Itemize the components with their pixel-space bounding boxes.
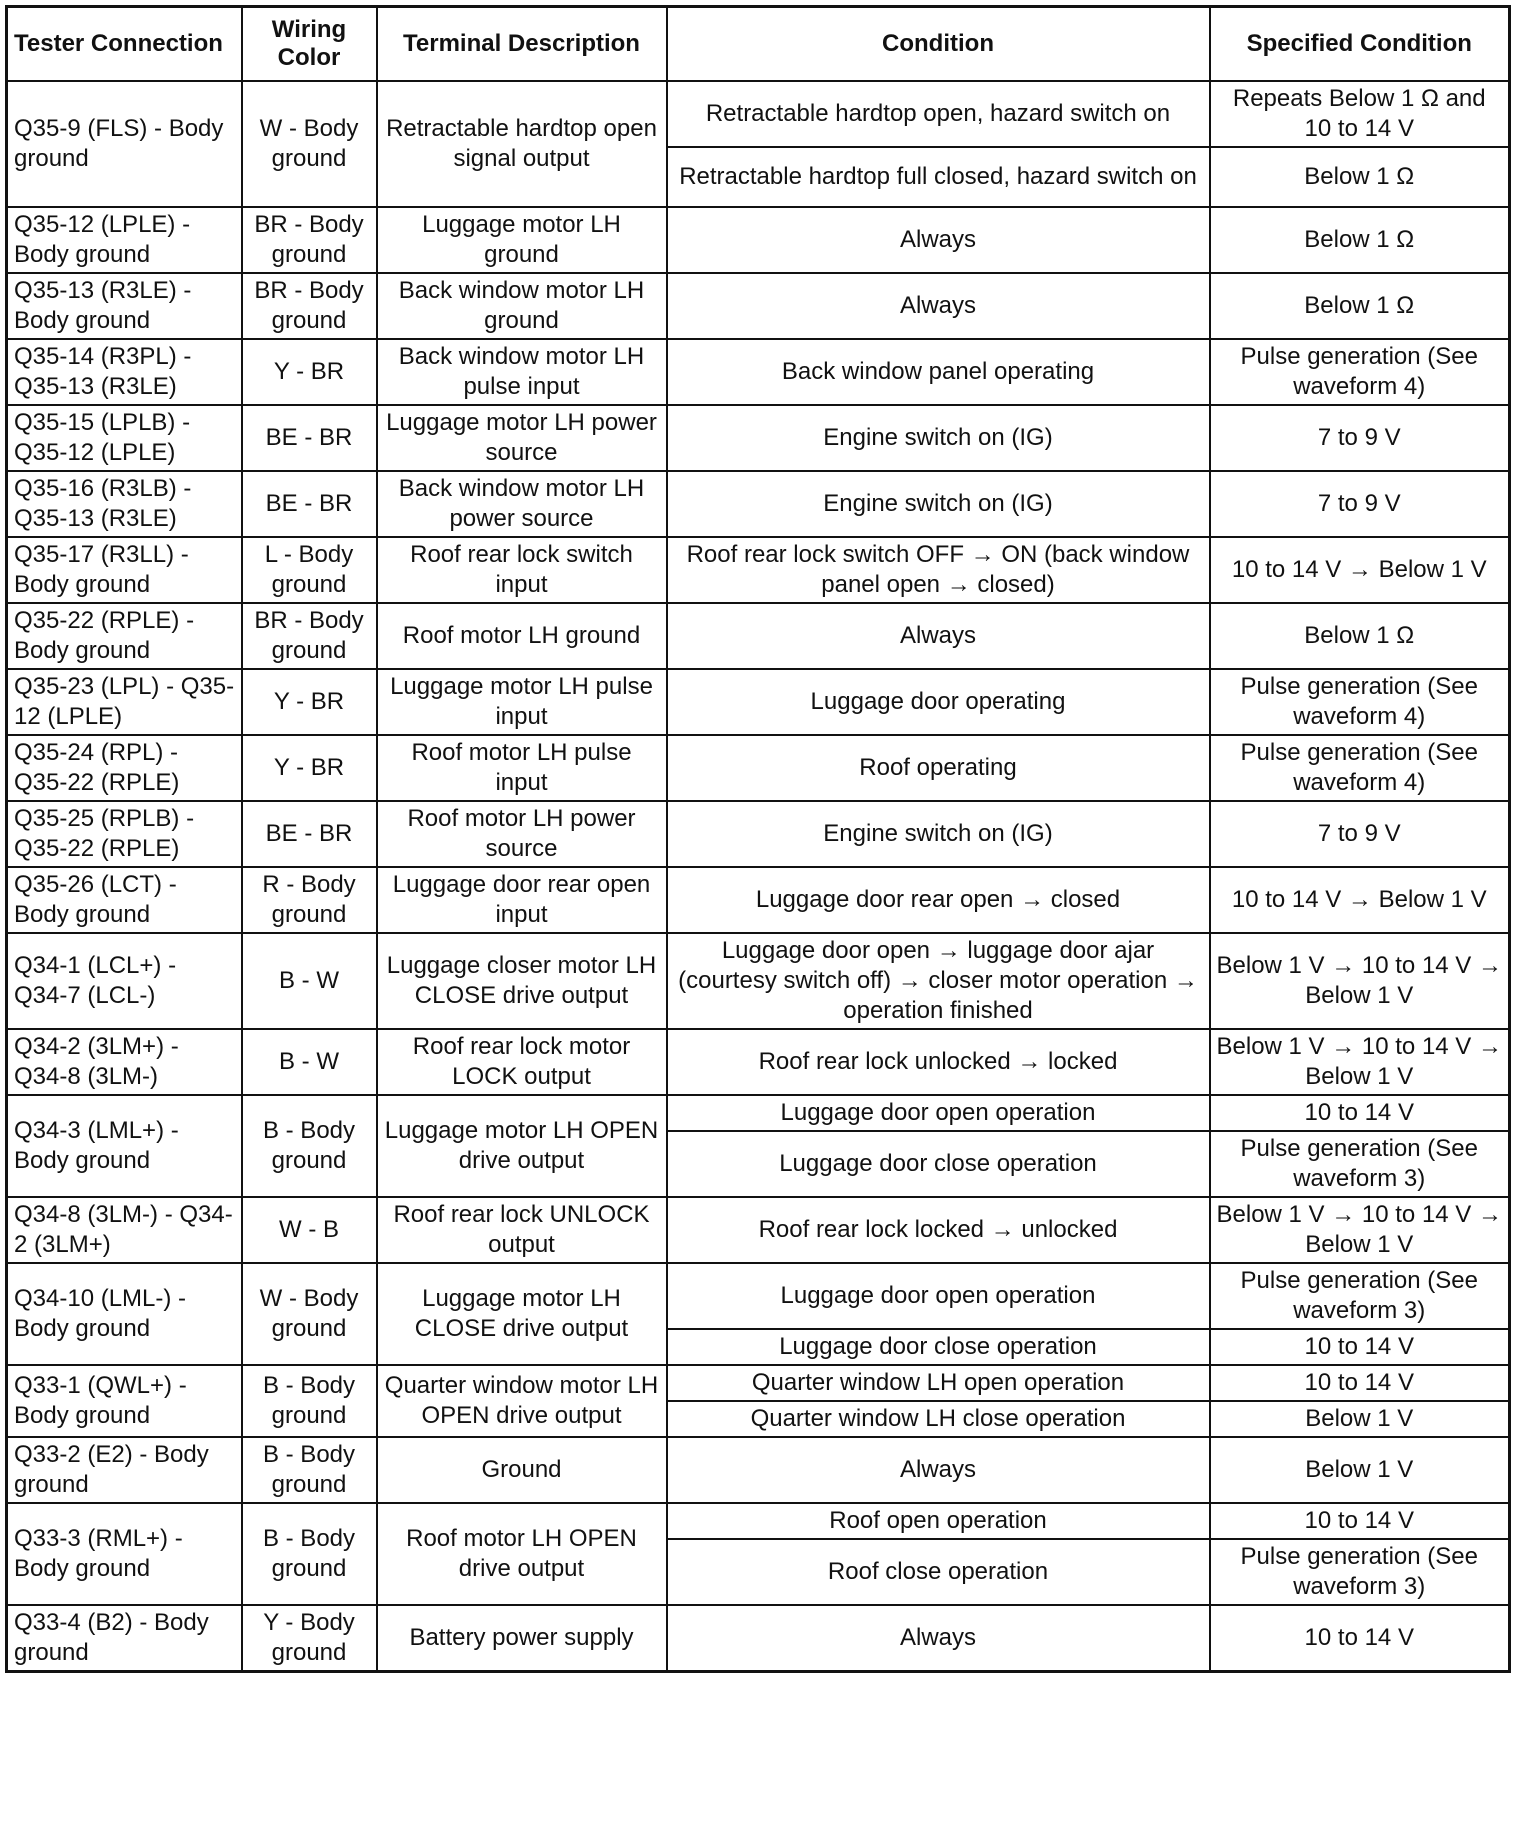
terminal-description-cell: Back window motor LH ground <box>377 273 667 339</box>
tester-connection-cell: Q35-26 (LCT) - Body ground <box>7 867 242 933</box>
wiring-color-cell: B - W <box>242 933 377 1029</box>
condition-cell: Roof rear lock switch OFF → ON (back window panel open → closed) <box>667 537 1210 603</box>
condition-cell: Roof rear lock locked → unlocked <box>667 1197 1210 1263</box>
spec-table-container <box>5 5 1508 1673</box>
tester-connection-cell: Q34-1 (LCL+) - Q34-7 (LCL-) <box>7 933 242 1029</box>
wiring-color-cell: Y - Body ground <box>242 1605 377 1672</box>
table-row <box>7 801 1510 867</box>
specified-condition-cell: 10 to 14 V <box>1210 1503 1510 1539</box>
wiring-color-cell: BR - Body ground <box>242 273 377 339</box>
condition-cell: Luggage door open operation <box>667 1095 1210 1131</box>
condition-cell: Always <box>667 207 1210 273</box>
condition-cell: Quarter window LH close operation <box>667 1401 1210 1437</box>
table-row <box>7 867 1510 933</box>
tester-connection-cell: Q34-10 (LML-) - Body ground <box>7 1263 242 1365</box>
condition-cell: Roof close operation <box>667 1539 1210 1605</box>
table-row <box>7 1263 1510 1329</box>
condition-cell: Roof operating <box>667 735 1210 801</box>
condition-cell: Luggage door rear open → closed <box>667 867 1210 933</box>
table-row <box>7 1197 1510 1263</box>
table-row <box>7 81 1510 147</box>
header-specified-condition: Specified Condition <box>1210 7 1510 82</box>
terminal-description-cell: Luggage closer motor LH CLOSE drive output <box>377 933 667 1029</box>
terminal-description-cell: Luggage motor LH OPEN drive output <box>377 1095 667 1197</box>
condition-cell: Retractable hardtop full closed, hazard switch on <box>667 147 1210 207</box>
specified-condition-cell: 10 to 14 V → Below 1 V <box>1210 867 1510 933</box>
tester-connection-cell: Q35-25 (RPLB) - Q35-22 (RPLE) <box>7 801 242 867</box>
wiring-color-cell: BR - Body ground <box>242 603 377 669</box>
tester-connection-table <box>5 5 1511 1673</box>
tester-connection-cell: Q33-2 (E2) - Body ground <box>7 1437 242 1503</box>
tester-connection-cell: Q33-3 (RML+) - Body ground <box>7 1503 242 1605</box>
table-row <box>7 471 1510 537</box>
tester-connection-cell: Q35-16 (R3LB) - Q35-13 (R3LE) <box>7 471 242 537</box>
table-row <box>7 1029 1510 1095</box>
table-row <box>7 1365 1510 1401</box>
table-body <box>7 81 1510 1672</box>
wiring-color-cell: B - Body ground <box>242 1365 377 1437</box>
condition-cell: Back window panel operating <box>667 339 1210 405</box>
terminal-description-cell: Retractable hardtop open signal output <box>377 81 667 207</box>
wiring-color-cell: Y - BR <box>242 339 377 405</box>
terminal-description-cell: Luggage motor LH CLOSE drive output <box>377 1263 667 1365</box>
terminal-description-cell: Roof rear lock switch input <box>377 537 667 603</box>
condition-cell: Engine switch on (IG) <box>667 801 1210 867</box>
wiring-color-cell: B - W <box>242 1029 377 1095</box>
terminal-description-cell: Roof rear lock motor LOCK output <box>377 1029 667 1095</box>
terminal-description-cell: Ground <box>377 1437 667 1503</box>
tester-connection-cell: Q35-15 (LPLB) - Q35-12 (LPLE) <box>7 405 242 471</box>
tester-connection-cell: Q35-14 (R3PL) - Q35-13 (R3LE) <box>7 339 242 405</box>
specified-condition-cell: Below 1 Ω <box>1210 603 1510 669</box>
terminal-description-cell: Luggage door rear open input <box>377 867 667 933</box>
wiring-color-cell: Y - BR <box>242 669 377 735</box>
terminal-description-cell: Roof motor LH ground <box>377 603 667 669</box>
table-row <box>7 933 1510 1029</box>
tester-connection-cell: Q33-4 (B2) - Body ground <box>7 1605 242 1672</box>
table-row <box>7 603 1510 669</box>
tester-connection-cell: Q35-22 (RPLE) - Body ground <box>7 603 242 669</box>
tester-connection-cell: Q35-23 (LPL) - Q35-12 (LPLE) <box>7 669 242 735</box>
tester-connection-cell: Q35-24 (RPL) - Q35-22 (RPLE) <box>7 735 242 801</box>
terminal-description-cell: Quarter window motor LH OPEN drive output <box>377 1365 667 1437</box>
condition-cell: Roof open operation <box>667 1503 1210 1539</box>
tester-connection-cell: Q35-12 (LPLE) - Body ground <box>7 207 242 273</box>
tester-connection-cell: Q35-9 (FLS) - Body ground <box>7 81 242 207</box>
wiring-color-cell: BR - Body ground <box>242 207 377 273</box>
header-wiring-color: Wiring Color <box>242 7 377 82</box>
condition-cell: Always <box>667 273 1210 339</box>
wiring-color-cell: Y - BR <box>242 735 377 801</box>
table-row <box>7 1503 1510 1539</box>
specified-condition-cell: 7 to 9 V <box>1210 405 1510 471</box>
specified-condition-cell: Pulse generation (See waveform 4) <box>1210 669 1510 735</box>
table-row <box>7 207 1510 273</box>
specified-condition-cell: 10 to 14 V <box>1210 1095 1510 1131</box>
specified-condition-cell: Below 1 Ω <box>1210 207 1510 273</box>
wiring-color-cell: W - Body ground <box>242 1263 377 1365</box>
wiring-color-cell: B - Body ground <box>242 1095 377 1197</box>
condition-cell: Retractable hardtop open, hazard switch on <box>667 81 1210 147</box>
specified-condition-cell: 10 to 14 V <box>1210 1329 1510 1365</box>
condition-cell: Always <box>667 1437 1210 1503</box>
table-row <box>7 1095 1510 1131</box>
terminal-description-cell: Luggage motor LH ground <box>377 207 667 273</box>
table-row <box>7 1605 1510 1672</box>
header-condition: Condition <box>667 7 1210 82</box>
specified-condition-cell: Pulse generation (See waveform 3) <box>1210 1539 1510 1605</box>
terminal-description-cell: Roof motor LH pulse input <box>377 735 667 801</box>
terminal-description-cell: Back window motor LH pulse input <box>377 339 667 405</box>
condition-cell: Always <box>667 603 1210 669</box>
table-header-row <box>7 7 1510 82</box>
condition-cell: Roof rear lock unlocked → locked <box>667 1029 1210 1095</box>
specified-condition-cell: Below 1 V → 10 to 14 V → Below 1 V <box>1210 1197 1510 1263</box>
wiring-color-cell: R - Body ground <box>242 867 377 933</box>
wiring-color-cell: B - Body ground <box>242 1437 377 1503</box>
specified-condition-cell: Pulse generation (See waveform 3) <box>1210 1131 1510 1197</box>
specified-condition-cell: 7 to 9 V <box>1210 801 1510 867</box>
specified-condition-cell: 10 to 14 V → Below 1 V <box>1210 537 1510 603</box>
wiring-color-cell: BE - BR <box>242 471 377 537</box>
specified-condition-cell: Pulse generation (See waveform 3) <box>1210 1263 1510 1329</box>
terminal-description-cell: Back window motor LH power source <box>377 471 667 537</box>
tester-connection-cell: Q35-17 (R3LL) - Body ground <box>7 537 242 603</box>
condition-cell: Luggage door close operation <box>667 1131 1210 1197</box>
terminal-description-cell: Luggage motor LH pulse input <box>377 669 667 735</box>
wiring-color-cell: BE - BR <box>242 405 377 471</box>
specified-condition-cell: Repeats Below 1 Ω and 10 to 14 V <box>1210 81 1510 147</box>
table-row <box>7 339 1510 405</box>
specified-condition-cell: Below 1 V <box>1210 1437 1510 1503</box>
terminal-description-cell: Roof rear lock UNLOCK output <box>377 1197 667 1263</box>
table-row <box>7 537 1510 603</box>
table-row <box>7 669 1510 735</box>
wiring-color-cell: B - Body ground <box>242 1503 377 1605</box>
condition-cell: Always <box>667 1605 1210 1672</box>
condition-cell: Luggage door open → luggage door ajar (courtesy switch off) → closer motor operation → operation finished <box>667 933 1210 1029</box>
tester-connection-cell: Q33-1 (QWL+) - Body ground <box>7 1365 242 1437</box>
wiring-color-cell: BE - BR <box>242 801 377 867</box>
specified-condition-cell: Pulse generation (See waveform 4) <box>1210 339 1510 405</box>
header-terminal-description: Terminal Description <box>377 7 667 82</box>
table-row <box>7 1437 1510 1503</box>
condition-cell: Engine switch on (IG) <box>667 471 1210 537</box>
specified-condition-cell: Below 1 V → 10 to 14 V → Below 1 V <box>1210 1029 1510 1095</box>
wiring-color-cell: W - B <box>242 1197 377 1263</box>
table-row <box>7 405 1510 471</box>
tester-connection-cell: Q35-13 (R3LE) - Body ground <box>7 273 242 339</box>
specified-condition-cell: Below 1 V <box>1210 1401 1510 1437</box>
tester-connection-cell: Q34-3 (LML+) - Body ground <box>7 1095 242 1197</box>
condition-cell: Luggage door open operation <box>667 1263 1210 1329</box>
tester-connection-cell: Q34-2 (3LM+) - Q34-8 (3LM-) <box>7 1029 242 1095</box>
specified-condition-cell: Below 1 V → 10 to 14 V → Below 1 V <box>1210 933 1510 1029</box>
specified-condition-cell: 10 to 14 V <box>1210 1605 1510 1672</box>
table-row <box>7 273 1510 339</box>
specified-condition-cell: Below 1 Ω <box>1210 147 1510 207</box>
wiring-color-cell: W - Body ground <box>242 81 377 207</box>
wiring-color-cell: L - Body ground <box>242 537 377 603</box>
specified-condition-cell: 10 to 14 V <box>1210 1365 1510 1401</box>
condition-cell: Luggage door operating <box>667 669 1210 735</box>
terminal-description-cell: Battery power supply <box>377 1605 667 1672</box>
tester-connection-cell: Q34-8 (3LM-) - Q34-2 (3LM+) <box>7 1197 242 1263</box>
terminal-description-cell: Roof motor LH power source <box>377 801 667 867</box>
specified-condition-cell: 7 to 9 V <box>1210 471 1510 537</box>
condition-cell: Luggage door close operation <box>667 1329 1210 1365</box>
terminal-description-cell: Roof motor LH OPEN drive output <box>377 1503 667 1605</box>
condition-cell: Engine switch on (IG) <box>667 405 1210 471</box>
terminal-description-cell: Luggage motor LH power source <box>377 405 667 471</box>
specified-condition-cell: Pulse generation (See waveform 4) <box>1210 735 1510 801</box>
table-row <box>7 735 1510 801</box>
header-tester-connection: Tester Connection <box>7 7 242 82</box>
specified-condition-cell: Below 1 Ω <box>1210 273 1510 339</box>
condition-cell: Quarter window LH open operation <box>667 1365 1210 1401</box>
